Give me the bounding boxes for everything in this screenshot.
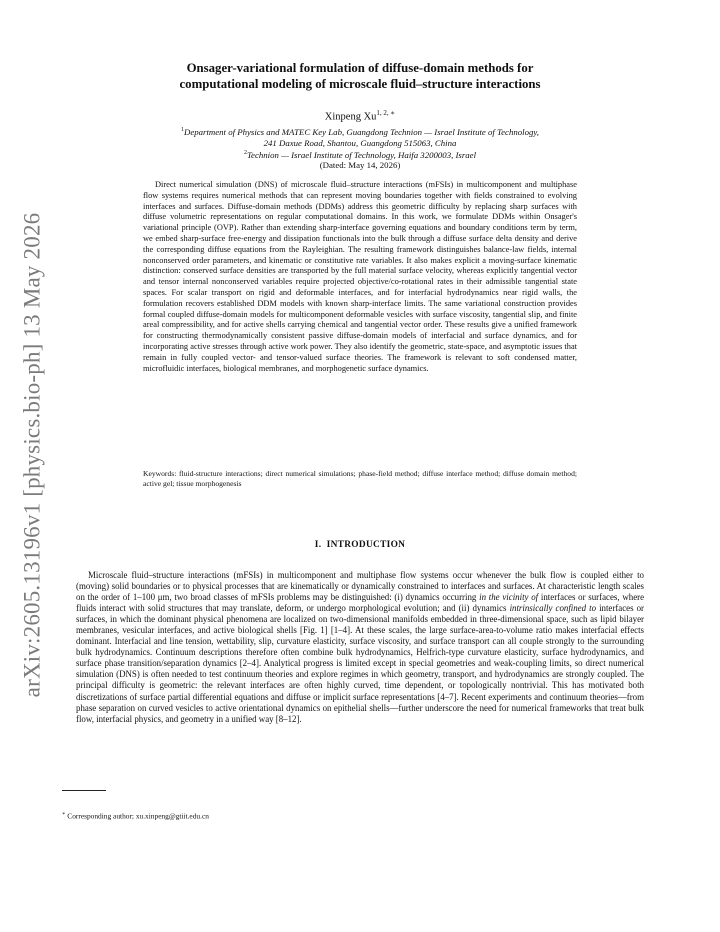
intro-emphasis-2: intrinsically confined to	[509, 603, 597, 614]
keywords-text: fluid-structure interactions; direct numerical simulations; phase-field method; diffuse interface method; diffuse domain method; active gel; tissue morphogenesis	[143, 469, 577, 488]
intro-text-2: interfaces or surfaces, where fluids interact with solid structures that may translate, deform, or undergo morphological evolution; and (ii) dynamics	[76, 592, 645, 614]
affiliation-2	[100, 148, 620, 161]
affiliation-2-mark: 2	[243, 150, 247, 156]
keywords-label: Keywords:	[143, 469, 177, 478]
footnote-mark: ∗	[62, 812, 66, 817]
keywords	[143, 469, 577, 489]
paper-title	[110, 60, 610, 92]
arxiv-identifier: arXiv:2605.13196v1 [physics.bio-ph] 13 May 2026	[19, 212, 44, 698]
affiliation-1-mark: 1	[180, 127, 184, 133]
footnote	[62, 811, 209, 820]
abstract: Direct numerical simulation (DNS) of microscale fluid–structure interactions (mFSIs) in multicomponent and multiphase flow systems requires numerical methods that can represent moving boundaries together with fields constrained to evolving interfaces and surfaces. Diffuse-domain methods (DDMs) address this geometric difficulty by replacing sharp surfaces with diffuse volumetric representations on regular computational domains. In this work, we formulate DDMs within Onsager's variational principle (OVP). Rather than extending sharp-interface governing equations and boundary conditions term by term, we embed sharp-surface free-energy and dissipation functionals into the bulk through a diffuse surface delta density and derive the corresponding diffuse equations from the Rayleighian. The resulting framework distinguishes balance-law fields, internal nonconserved order parameters, and kinematic or constitutive rate variables. It also makes explicit a moving-surface kinematic distinction: conserved surface densities are transported by the full material surface velocity, whereas explicitly tangential vector and tensor internal nonconserved variables require projected objective/co-rotational rates in their admissible tangential state spaces. For scalar transport on rigid and deformable interfaces, and for interfacial hydrodynamics near rigid walls, the formulation recovers established DDM models with known sharp-interface limits. The same variational construction provides formal coupled diffuse-domain models for multicomponent deformable vesicles with surface viscosity, tangential slip, and finite areal compressibility, and for active shells carrying chemical and tangential vector order. These results give a unified framework for constructing thermodynamically consistent passive diffuse-domain models of interfacial and surface dynamics, and for incorporating active stresses through active work power. They also identify the geometric, state-space, and asymptotic issues that remain in fully coupled vector- and tensor-valued surface theories. The framework is relevant to soft condensed matter, microfluidic interfaces, biological membranes, and morphogenetic surface dynamics.	[143, 180, 577, 373]
paper-title-line-1: Onsager-variational formulation of diffuse-domain methods for	[186, 61, 534, 75]
affiliation-1	[100, 125, 620, 149]
author-affiliation-marks: 1, 2, ∗	[376, 109, 396, 117]
intro-text-1: Microscale fluid–structure interactions (mFSIs) in multicomponent and multiphase flow systems occur whenever the bulk flow is coupled either to (moving) solid boundaries or to physical processes that are kinematically or dynamically constrained to interfaces and surfaces. At characteristic length scales on the order of 1–100 μm, two broad classes of mFSIs problems may be distinguished: (i) dynamics occurring	[76, 570, 644, 603]
footnote-rule	[62, 790, 106, 791]
author-name: Xinpeng Xu	[324, 111, 377, 123]
dated-line: (Dated: May 14, 2026)	[319, 160, 401, 170]
introduction-paragraph	[76, 570, 644, 725]
author-line	[0, 109, 720, 123]
section-title: INTRODUCTION	[326, 540, 406, 550]
section-heading-introduction	[0, 540, 720, 550]
affiliation-2-line-1: Technion — Israel Institute of Technology, Haifa 3200003, Israel	[246, 149, 477, 160]
affiliation-1-line-1: Department of Physics and MATEC Key Lab, Guangdong Technion — Israel Institute of Technology,	[183, 126, 540, 137]
intro-text-3: interfaces or surfaces, in which the dominant physical phenomena are localized on two-dimensional manifolds embedded in three-dimensional space, such as lipid bilayer membranes, vesicular interfaces, and active biological shells [Fig. 1] [1–4]. At these scales, the large surface-area-to-volume ratio makes interfacial effects dominant. Interfacial and line tension, wettability, slip, curvature elasticity, surface viscosity, and surface transport can all couple strongly to the surrounding bulk hydrodynamics. Continuum descriptions therefore often combine bulk hydrodynamics, Helfrich-type curvature elasticity, surface hydrodynamics, and surface phase transition/separation dynamics [2–4]. Analytical progress is limited except in special geometries and weak-coupling limits, so direct numerical simulation (DNS) is often needed to test continuum theories and explore regimes in which geometry, transport, and hydrodynamics are strongly coupled. The principal difficulty is geometric: the relevant interfaces are often highly curved, time dependent, or topologically nontrivial. This has motivated both discretizations of surface partial differential equations and diffuse or implicit surface representations [4–7]. Recent experiments and continuum theories—from phase separation on curved vesicles to active orientational dynamics on epithelial shells—further underscore the need for numerical frameworks that treat bulk flow, interfacial physics, and geometry in a unified way [8–12].	[76, 603, 644, 724]
intro-emphasis-1: in the vicinity of	[479, 592, 539, 603]
affiliation-1-line-2: 241 Daxue Road, Shantou, Guangdong 515063, China	[263, 137, 457, 148]
section-number: I.	[314, 540, 322, 550]
footnote-text: Corresponding author; xu.xinpeng@gtiit.edu.cn	[67, 811, 209, 821]
paper-title-line-2: computational modeling of microscale fluid–structure interactions	[179, 77, 541, 91]
arxiv-identifier-stamp	[6, 212, 58, 698]
